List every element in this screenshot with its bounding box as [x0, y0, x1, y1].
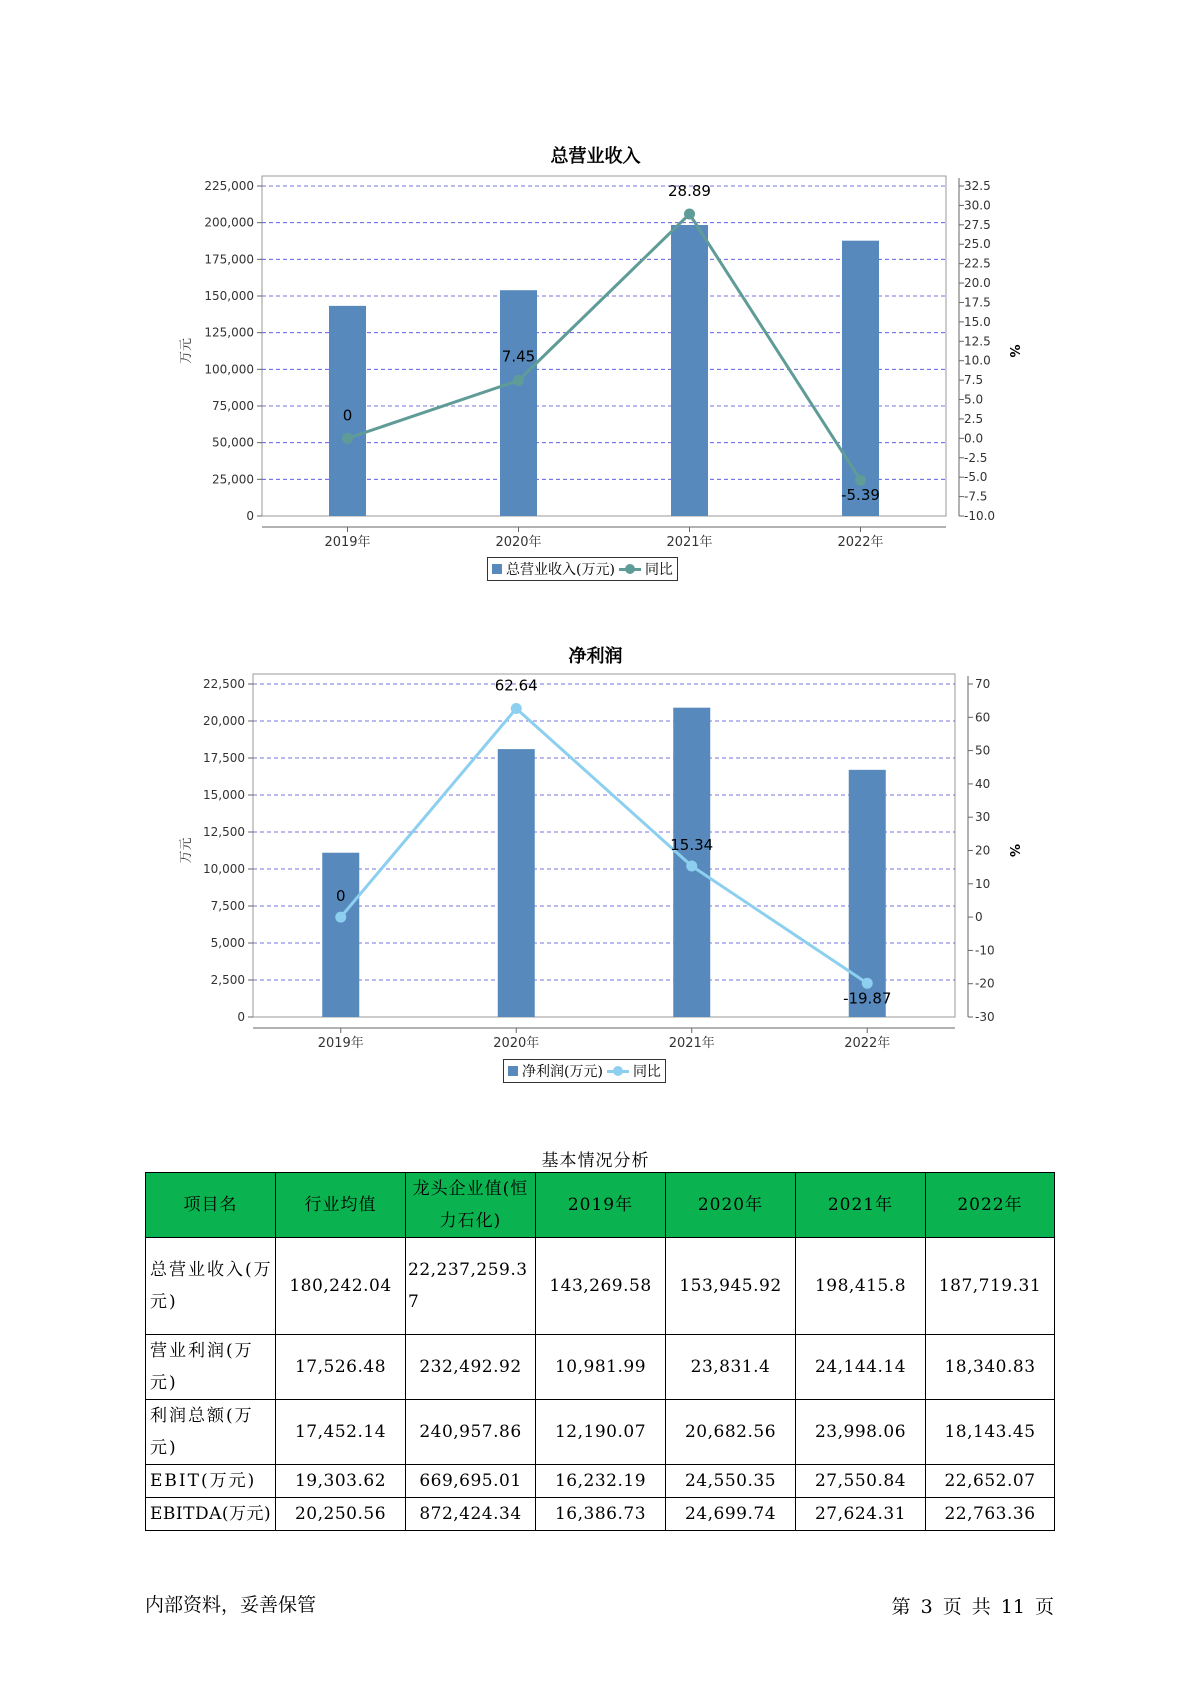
table-cell: 18,143.45 [926, 1400, 1055, 1465]
table-cell: 180,242.04 [276, 1238, 406, 1335]
y-tick-label: 22,500 [203, 677, 245, 691]
y2-tick-label: 10 [975, 876, 991, 891]
x-tick-label: 2020年 [493, 1036, 540, 1051]
yoy-data-label: -5.39 [841, 486, 880, 505]
y2-tick-label: 50 [975, 743, 991, 758]
table-cell: 17,526.48 [276, 1335, 406, 1400]
y-tick-label: 50,000 [212, 435, 254, 450]
yoy-point [862, 978, 873, 989]
legend-bar-swatch [508, 1066, 518, 1076]
legend-net-profit [503, 1059, 666, 1083]
table-header-row [146, 1173, 1055, 1238]
y2-tick-label: -10.0 [964, 509, 996, 523]
table-caption: 基本情况分析 [541, 1151, 650, 1171]
y2-tick-label: -7.5 [964, 489, 988, 504]
table-cell: 18,340.83 [926, 1335, 1055, 1400]
y2-tick-label: 22.5 [964, 256, 991, 271]
y-tick-label: 0 [237, 1010, 245, 1024]
y2-tick-label: 70 [975, 677, 991, 691]
footer-page-number: 第 3 页 共 11 页 [891, 1596, 1054, 1618]
table-cell: 27,550.84 [796, 1465, 926, 1498]
yoy-data-label: -19.87 [843, 989, 892, 1008]
y-tick-label: 200,000 [204, 215, 254, 230]
legend-bar-label: 总营业收入(万元) [506, 562, 615, 578]
x-tick-label: 2021年 [668, 1036, 715, 1051]
table-cell: 143,269.58 [536, 1238, 666, 1335]
y2-tick-label: 0 [975, 910, 983, 925]
table-cell: 16,386.73 [536, 1498, 666, 1531]
table-cell: 24,699.74 [666, 1498, 796, 1531]
header-industry-avg: 行业均值 [276, 1173, 406, 1238]
y-tick-label: 225,000 [204, 179, 254, 193]
row-label: EBITDA(万元) [146, 1498, 276, 1531]
x-tick-label: 2022年 [844, 1036, 891, 1051]
table-cell: 20,682.56 [666, 1400, 796, 1465]
table-cell: 153,945.92 [666, 1238, 796, 1335]
y-tick-label: 5,000 [210, 936, 245, 950]
y2-tick-label: 10.0 [964, 353, 991, 368]
yoy-data-label: 7.45 [501, 347, 536, 366]
y2-tick-label: 30.0 [964, 198, 991, 213]
y-axis-label: 万元 [179, 337, 194, 365]
x-tick-label: 2019年 [324, 535, 371, 550]
legend-bar-label: 净利润(万元) [522, 1064, 603, 1080]
row-label: 营业利润(万元) [146, 1335, 276, 1400]
chart-title-revenue: 总营业收入 [550, 146, 641, 167]
y2-tick-label: -2.5 [964, 450, 988, 465]
y2-tick-label: 0.0 [964, 431, 984, 446]
y-tick-label: 7,500 [210, 899, 245, 913]
y2-tick-label: 32.5 [964, 179, 991, 193]
yoy-data-label: 15.34 [670, 836, 714, 855]
table-cell: 22,652.07 [926, 1465, 1055, 1498]
table-row [146, 1335, 1055, 1400]
yoy-point [335, 912, 346, 923]
y2-tick-label: -20 [975, 976, 995, 991]
yoy-line [341, 709, 868, 984]
y2-tick-label: 12.5 [964, 334, 991, 349]
table-row [146, 1238, 1055, 1335]
header-2021: 2021年 [796, 1173, 926, 1238]
y-tick-label: 12,500 [203, 825, 245, 839]
y-tick-label: 175,000 [204, 252, 254, 267]
table-cell: 187,719.31 [926, 1238, 1055, 1335]
table-row [146, 1498, 1055, 1531]
y-tick-label: 0 [246, 509, 254, 523]
table-cell: 10,981.99 [536, 1335, 666, 1400]
y-tick-label: 75,000 [212, 399, 254, 413]
x-tick-label: 2021年 [666, 535, 713, 550]
table-cell: 19,303.62 [276, 1465, 406, 1498]
y2-tick-label: 27.5 [964, 217, 991, 232]
y-tick-label: 100,000 [204, 362, 254, 377]
row-label: 总营业收入(万元) [146, 1238, 276, 1335]
row-label: 利润总额(万元) [146, 1400, 276, 1465]
y-tick-label: 2,500 [210, 973, 245, 987]
y2-tick-label: 17.5 [964, 295, 991, 310]
table-cell: 23,998.06 [796, 1400, 926, 1465]
yoy-data-label: 28.89 [668, 182, 711, 201]
yoy-point [511, 703, 522, 714]
y2-tick-label: 40 [975, 776, 991, 791]
y-tick-label: 20,000 [203, 714, 245, 728]
table-row [146, 1465, 1055, 1498]
chart-1-body [179, 674, 1021, 1051]
table-cell: 22,763.36 [926, 1498, 1055, 1531]
table-row [146, 1400, 1055, 1465]
x-tick-label: 2020年 [495, 535, 542, 550]
table-cell: 16,232.19 [536, 1465, 666, 1498]
yoy-data-label: 62.64 [494, 676, 538, 695]
table-cell: 872,424.34 [406, 1498, 536, 1531]
header-leader-value: 龙头企业值(恒力石化) [406, 1173, 536, 1238]
header-item-name: 项目名 [146, 1173, 276, 1238]
yoy-point [686, 861, 697, 872]
y-tick-label: 125,000 [204, 325, 254, 340]
legend-line-label: 同比 [644, 562, 673, 578]
table-cell: 22,237,259.37 [406, 1238, 536, 1335]
y-tick-label: 15,000 [203, 788, 245, 802]
yoy-data-label: 0 [342, 406, 353, 425]
legend-line-swatch [607, 1066, 629, 1076]
y-tick-label: 25,000 [212, 472, 254, 487]
y-axis-label: 万元 [179, 837, 194, 864]
y2-axis-label: % [1006, 843, 1021, 858]
table-cell: 24,550.35 [666, 1465, 796, 1498]
table-cell: 669,695.01 [406, 1465, 536, 1498]
y2-tick-label: 5.0 [964, 392, 984, 407]
y2-tick-label: -30 [975, 1010, 995, 1024]
y2-tick-label: -10 [975, 943, 995, 958]
y2-tick-label: 15.0 [964, 314, 991, 329]
y2-tick-label: 7.5 [964, 373, 984, 388]
table-cell: 27,624.31 [796, 1498, 926, 1531]
table-cell: 240,957.86 [406, 1400, 536, 1465]
yoy-data-label: 0 [335, 887, 346, 906]
legend-line-label: 同比 [632, 1064, 661, 1080]
footer-confidential-note: 内部资料，妥善保管 [145, 1594, 317, 1616]
table-cell: 17,452.14 [276, 1400, 406, 1465]
header-2022: 2022年 [926, 1173, 1055, 1238]
table-cell: 23,831.4 [666, 1335, 796, 1400]
bar-2019年 [322, 853, 359, 1017]
y2-tick-label: 20.0 [964, 276, 991, 291]
y2-tick-label: 2.5 [964, 411, 984, 426]
row-label: EBIT(万元) [146, 1465, 276, 1498]
table-cell: 232,492.92 [406, 1335, 536, 1400]
table-cell: 24,144.14 [796, 1335, 926, 1400]
y-tick-label: 10,000 [203, 862, 245, 876]
x-tick-label: 2019年 [317, 1036, 364, 1051]
table-cell: 12,190.07 [536, 1400, 666, 1465]
header-2019: 2019年 [536, 1173, 666, 1238]
y2-tick-label: 20 [975, 843, 991, 858]
x-tick-label: 2022年 [837, 535, 884, 550]
bar-2020年 [498, 749, 535, 1017]
basic-analysis-table [145, 1172, 1055, 1531]
y2-axis-label: % [1006, 344, 1021, 358]
header-2020: 2020年 [666, 1173, 796, 1238]
y-tick-label: 17,500 [203, 751, 245, 765]
y2-tick-label: 25.0 [964, 237, 991, 252]
y-tick-label: 150,000 [204, 289, 254, 303]
table-cell: 20,250.56 [276, 1498, 406, 1531]
y2-tick-label: 30 [975, 810, 991, 825]
chart-title-net-profit: 净利润 [568, 646, 623, 667]
y2-tick-label: 60 [975, 710, 991, 725]
table-cell: 198,415.8 [796, 1238, 926, 1335]
y2-tick-label: -5.0 [964, 470, 988, 485]
